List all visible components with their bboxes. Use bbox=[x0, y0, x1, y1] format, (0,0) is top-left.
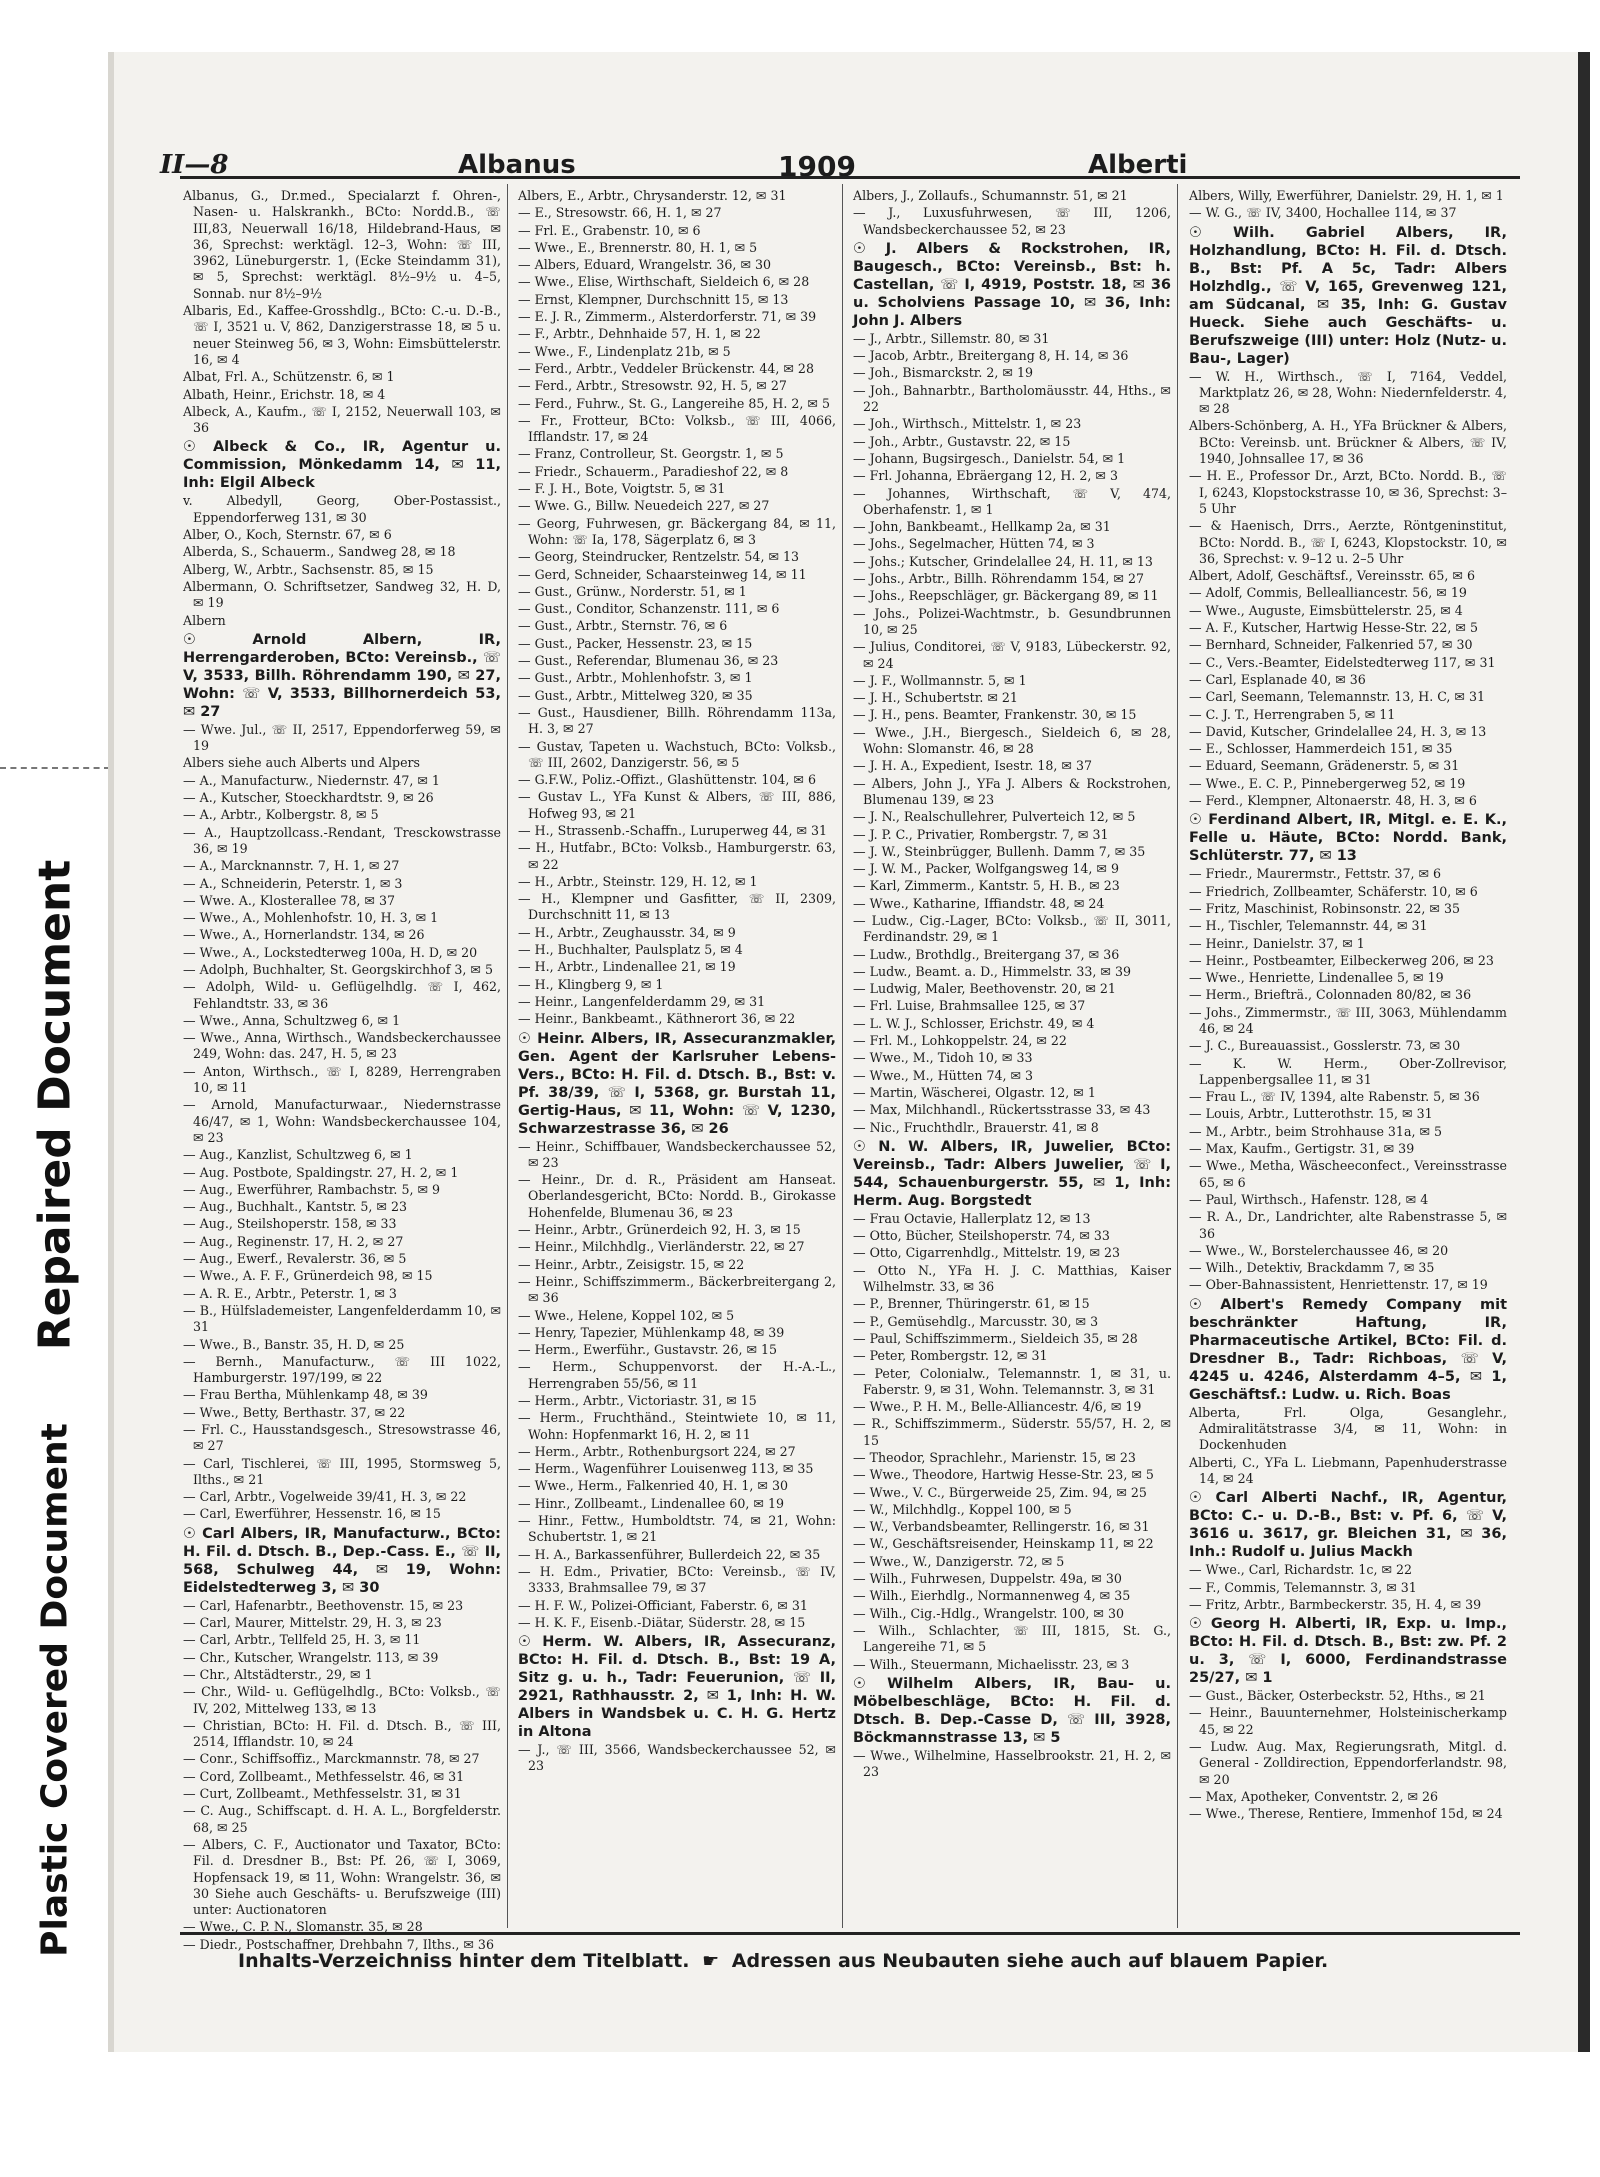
directory-entry: — Gust., Conditor, Schanzenstr. 111, ✉ 6 bbox=[518, 601, 780, 617]
directory-entry: — Carl, Tischlerei, ☏ III, 1995, Stormsweg 5, Ilths., ✉ 21 bbox=[183, 1455, 501, 1487]
directory-entry: — Wwe., J.H., Biergesch., Sieldeich 6, ✉ 28, Wohn: Slomanstr. 46, ✉ 28 bbox=[853, 724, 1171, 757]
directory-entry: — C. J. T., Herrengraben 5, ✉ 11 bbox=[1189, 706, 1396, 722]
directory-entry: — Wwe., Elise, Wirthschaft, Sieldeich 6, ✉ 28 bbox=[518, 274, 810, 290]
directory-entry: — Peter, Colonialw., Telemannstr. 1, ✉ 31, u. Faberstr. 9, ✉ 31, Wohn. Telemannstr. 3, ✉ 31 bbox=[853, 1365, 1171, 1397]
directory-entry: v. Albedyll, Georg, Ober-Postassist., Eppendorferweg 131, ✉ 30 bbox=[183, 493, 501, 525]
directory-entry: — B., Hülfslademeister, Langenfelderdamm 10, ✉ 31 bbox=[183, 1302, 501, 1335]
directory-entry: Albers siehe auch Alberts und Alpers bbox=[183, 755, 421, 771]
directory-entry: Albern bbox=[183, 612, 226, 628]
directory-entry: — Frl. Luise, Brahmsallee 125, ✉ 37 bbox=[853, 998, 1086, 1014]
directory-entry: — Gust., Packer, Hessenstr. 23, ✉ 15 bbox=[518, 635, 753, 651]
directory-entry: — A., Kutscher, Stoeckhardtstr. 9, ✉ 26 bbox=[183, 790, 434, 806]
firm-entry: ☉ Georg H. Alberti, IR, Exp. u. Imp., BCto: H. Fil. d. Dtsch. B., Bst: zw. Pf. 2 u. 3, ☏ I, 6000, Ferdinandstrasse 25/27, ✉ 1 bbox=[1189, 1616, 1507, 1687]
directory-entry: — Ernst, Klempner, Durchschnitt 15, ✉ 13 bbox=[518, 291, 789, 307]
directory-entry: — Wilh., Eierhdlg., Normannenweg 4, ✉ 35 bbox=[853, 1588, 1131, 1604]
page-edge bbox=[1578, 52, 1590, 2052]
directory-entry: — J. H., Schubertstr. ✉ 21 bbox=[853, 690, 1018, 706]
firm-entry: ☉ Arnold Albern, IR, Herrengarderoben, BCto: Vereinsb., ☏ V, 3533, Billh. Röhrendamm 190, ✉ 27, Wohn: ☏ V, 3533, Billhornerdeich 53, ✉ 27 bbox=[183, 631, 501, 720]
directory-entry: — Heinr., Milchhdlg., Vierländerstr. 22, ✉ 27 bbox=[518, 1239, 805, 1255]
directory-entry: — Otto, Bücher, Steilshoperstr. 74, ✉ 33 bbox=[853, 1228, 1110, 1244]
directory-entry: — Wwe., Auguste, Eimsbüttelerstr. 25, ✉ 4 bbox=[1189, 602, 1463, 618]
directory-entry: — Albers, Eduard, Wrangelstr. 36, ✉ 30 bbox=[518, 257, 772, 273]
directory-entry: Albath, Heinr., Erichstr. 18, ✉ 4 bbox=[183, 386, 386, 402]
directory-entry: — Diedr., Postschaffner, Drehbahn 7, Ilths., ✉ 36 bbox=[183, 1936, 494, 1952]
directory-entry: — Herm., Wagenführer Louisenweg 113, ✉ 35 bbox=[518, 1461, 814, 1477]
directory-entry: — Carl, Maurer, Mittelstr. 29, H. 3, ✉ 23 bbox=[183, 1615, 442, 1631]
directory-entry: Albermann, O. Schriftsetzer, Sandweg 32, H. D, ✉ 19 bbox=[183, 578, 501, 611]
firm-entry: ☉ Carl Alberti Nachf., IR, Agentur, BCto: C.- u. D.-B., Bst: v. Pf. 6, ☏ V, 3616 u. 3617, gr. Bleichen 31, ✉ 36, Inh.: Rudolf u. Julius Mackh bbox=[1189, 1490, 1507, 1561]
directory-entry: — Julius, Conditorei, ☏ V, 9183, Lübeckerstr. 92, ✉ 24 bbox=[853, 639, 1171, 671]
directory-entry: — J. C., Bureauassist., Gosslerstr. 73, ✉ 30 bbox=[1189, 1038, 1461, 1054]
directory-entry: — J. N., Realschullehrer, Pulverteich 12, ✉ 5 bbox=[853, 809, 1136, 825]
directory-entry: — J. P. C., Privatier, Rombergstr. 7, ✉ 31 bbox=[853, 826, 1109, 842]
firm-entry: ☉ Wilh. Gabriel Albers, IR, Holzhandlung, BCto: H. Fil. d. Dtsch. B., Bst: Pf. A 5c, Tadr: Albers Holzhdlg., ☏ V, 165, Grevenweg 121, am Südcanal, ✉ 35, Inh: G. Gustav Hueck. Siehe auch Geschäfts- u. Berufszweige (III) unter: Holz (Nutz- u. Bau-, Lager) bbox=[1189, 224, 1507, 367]
firm-entry: ☉ Heinr. Albers, IR, Assecuranzmakler, Gen. Agent der Karlsruher Lebens-Vers., BCto: H. Fil. d. Dtsch. B., Bst: v. Pf. 38/39, ☏ I, 5368, gr. Burstah 11, Gertig-Haus, ✉ 11, Wohn: ☏ V, 1230, Schwarzestrasse 36, ✉ 26 bbox=[518, 1030, 836, 1137]
footer-new-addresses-note: Adressen aus Neubauten siehe auch auf blauem Papier. bbox=[731, 1950, 1329, 1972]
directory-entry: — J. W. M., Packer, Wolfgangsweg 14, ✉ 9 bbox=[853, 861, 1119, 877]
firm-entry: ☉ N. W. Albers, IR, Juwelier, BCto: Vereinsb., Tadr: Albers Juwelier, ☏ I, 544, Schauenburgerstr. 55, ✉ 1, Inh: Herm. Aug. Borgstedt bbox=[853, 1138, 1171, 1209]
directory-entry: — Heinr., Arbtr., Zeisigstr. 15, ✉ 22 bbox=[518, 1256, 745, 1272]
directory-entry: — Bernh., Manufacturw., ☏ III 1022, Hamburgerstr. 197/199, ✉ 22 bbox=[183, 1353, 501, 1386]
directory-entry: — Paul, Schiffszimmerm., Sieldeich 35, ✉ 28 bbox=[853, 1330, 1138, 1346]
directory-entry: — Friedrich, Zollbeamter, Schäferstr. 10, ✉ 6 bbox=[1189, 883, 1478, 899]
directory-entry: Alber, O., Koch, Sternstr. 67, ✉ 6 bbox=[183, 527, 392, 543]
sidebar-divider bbox=[0, 767, 110, 769]
directory-entry: — E., Schlosser, Hammerdeich 151, ✉ 35 bbox=[1189, 741, 1453, 757]
directory-entry: — Wwe., Henriette, Lindenallee 5, ✉ 19 bbox=[1189, 970, 1444, 986]
directory-entry: — Aug., Buchhalt., Kantstr. 5, ✉ 23 bbox=[183, 1199, 407, 1215]
directory-entry: — H., Tischler, Telemannstr. 44, ✉ 31 bbox=[1189, 918, 1428, 934]
directory-entry: — H., Strassenb.-Schaffn., Luruperweg 44, ✉ 31 bbox=[518, 822, 828, 838]
directory-entry: — Ludw., Beamt. a. D., Himmelstr. 33, ✉ 39 bbox=[853, 963, 1131, 979]
directory-entry: — Wwe. G., Billw. Neuedeich 227, ✉ 27 bbox=[518, 498, 770, 514]
page-shadow bbox=[108, 52, 114, 2052]
directory-entry: — J., ☏ III, 3566, Wandsbeckerchaussee 52, ✉ 23 bbox=[518, 1742, 836, 1774]
directory-entry: — Paul, Wirthsch., Hafenstr. 128, ✉ 4 bbox=[1189, 1191, 1429, 1207]
column-rule bbox=[842, 184, 843, 1928]
repaired-document-label: Repaired Document bbox=[29, 859, 81, 1351]
directory-entry: — Carl, Hafenarbtr., Beethovenstr. 15, ✉ 23 bbox=[183, 1597, 464, 1613]
directory-entry: — Wwe., M., Tidoh 10, ✉ 33 bbox=[853, 1050, 1033, 1066]
directory-entry: — Wwe., Therese, Rentiere, Immenhof 15d, ✉ 24 bbox=[1189, 1806, 1503, 1822]
directory-entry: — Herm., Schuppenvorst. der H.-A.-L., Herrengraben 55/56, ✉ 11 bbox=[518, 1359, 836, 1391]
directory-entry: — Gerd, Schneider, Schaarsteinweg 14, ✉ 11 bbox=[518, 566, 807, 582]
directory-entry: — Karl, Zimmerm., Kantstr. 5, H. B., ✉ 23 bbox=[853, 878, 1120, 894]
page-number: II—8 bbox=[160, 150, 229, 180]
directory-entry: — Adolf, Commis, Bellealliancestr. 56, ✉ 19 bbox=[1189, 585, 1467, 601]
directory-entry: — Hinr., Zollbeamt., Lindenallee 60, ✉ 19 bbox=[518, 1495, 784, 1511]
footer-rule bbox=[180, 1932, 1520, 1935]
column-rule bbox=[507, 184, 508, 1928]
directory-entry: — Gustav L., YFa Kunst & Albers, ☏ III, 886, Hofweg 93, ✉ 21 bbox=[518, 789, 836, 821]
directory-entry: — Wwe., Katharine, Iffiandstr. 48, ✉ 24 bbox=[853, 895, 1105, 911]
directory-entry: — Wwe., B., Banstr. 35, H. D, ✉ 25 bbox=[183, 1336, 405, 1352]
column-rule bbox=[1177, 184, 1178, 1928]
directory-entry: — Frl. Johanna, Ebräergang 12, H. 2, ✉ 3 bbox=[853, 468, 1118, 484]
directory-entry: — Eduard, Seemann, Grädenerstr. 5, ✉ 31 bbox=[1189, 758, 1460, 774]
directory-entry: — Friedr., Schauerm., Paradieshof 22, ✉ 8 bbox=[518, 463, 789, 479]
directory-entry: — Wwe., Herm., Falkenried 40, H. 1, ✉ 30 bbox=[518, 1478, 788, 1494]
firm-entry: ☉ J. Albers & Rockstrohen, IR, Baugesch., BCto: Vereinsb., Bst: h. Castellan, ☏ I, 4919, Poststr. 18, ✉ 36 u. Scholviens Passage 10, ✉ 36, Inh: John J. Albers bbox=[853, 240, 1171, 329]
directory-entry: — Wwe. A., Klosterallee 78, ✉ 37 bbox=[183, 892, 395, 908]
directory-entry: — Johann, Bugsirgesch., Danielstr. 54, ✉ 1 bbox=[853, 450, 1126, 466]
directory-entry: — Heinr., Schiffbauer, Wandsbeckerchaussee 52, ✉ 23 bbox=[518, 1138, 836, 1170]
directory-entry: — Heinr., Bankbeamt., Käthnerort 36, ✉ 22 bbox=[518, 1011, 796, 1027]
directory-entry: — Ferd., Arbtr., Veddeler Brückenstr. 44, ✉ 28 bbox=[518, 360, 814, 376]
directory-entry: — J. W., Steinbrügger, Bullenh. Damm 7, ✉ 35 bbox=[853, 843, 1146, 859]
firm-entry: ☉ Carl Albers, IR, Manufacturw., BCto: H. Fil. d. Dtsch. B., Dep.-Cass. E., ☏ II, 568, Schulweg 44, ✉ 19, Wohn: Eidelstedterweg 3, ✉ 30 bbox=[183, 1525, 501, 1596]
directory-entry: — Aug., Kanzlist, Schultzweg 6, ✉ 1 bbox=[183, 1147, 413, 1163]
directory-entry: — Martin, Wäscherei, Olgastr. 12, ✉ 1 bbox=[853, 1084, 1096, 1100]
directory-entry: — G.F.W., Poliz.-Offizt., Glashüttenstr. 104, ✉ 6 bbox=[518, 772, 816, 788]
directory-entry: — Wwe., E. C. P., Pinnebergerweg 52, ✉ 19 bbox=[1189, 775, 1466, 791]
directory-entry: — Ludw. Aug. Max, Regierungsrath, Mitgl. d. General - Zolldirection, Eppendorferlandstr. 98, ✉ 20 bbox=[1189, 1739, 1507, 1787]
directory-entry: — Herm., Arbtr., Rothenburgsort 224, ✉ 27 bbox=[518, 1443, 796, 1459]
directory-entry: — Wwe., A., Lockstedterweg 100a, H. D, ✉ 20 bbox=[183, 944, 478, 960]
directory-entry: Alberda, S., Schauerm., Sandweg 28, ✉ 18 bbox=[183, 544, 456, 560]
directory-entry: — Adolph, Wild- u. Geflügelhdlg. ☏ I, 462, Fehlandtstr. 33, ✉ 36 bbox=[183, 979, 501, 1011]
directory-entry: — Aug., Ewerführer, Rambachstr. 5, ✉ 9 bbox=[183, 1181, 441, 1197]
directory-page bbox=[108, 52, 1578, 2052]
header-year: 1909 bbox=[778, 150, 856, 183]
directory-entry: — Bernhard, Schneider, Falkenried 57, ✉ 30 bbox=[1189, 637, 1473, 653]
directory-entry: — Aug., Ewerf., Revalerstr. 36, ✉ 5 bbox=[183, 1251, 407, 1267]
directory-entry: — John, Bankbeamt., Hellkamp 2a, ✉ 31 bbox=[853, 519, 1111, 535]
directory-entry: — Heinr., Postbeamter, Eilbeckerweg 206, ✉ 23 bbox=[1189, 952, 1494, 968]
directory-entry: — Christian, BCto: H. Fil. d. Dtsch. B., ☏ III, 2514, Ifflandstr. 10, ✉ 24 bbox=[183, 1717, 501, 1750]
directory-entry: — L. W. J., Schlosser, Erichstr. 49, ✉ 4 bbox=[853, 1015, 1095, 1031]
directory-entry: — Albers, John J., YFa J. Albers & Rockstrohen, Blumenau 139, ✉ 23 bbox=[853, 775, 1171, 807]
directory-entry: Albers, Willy, Ewerführer, Danielstr. 29, H. 1, ✉ 1 bbox=[1189, 188, 1504, 203]
directory-entry: Albat, Frl. A., Schützenstr. 6, ✉ 1 bbox=[183, 369, 395, 385]
directory-entry: — Ferd., Klempner, Altonaerstr. 48, H. 3, ✉ 6 bbox=[1189, 793, 1477, 809]
directory-entry: — W. H., Wirthsch., ☏ I, 7164, Veddel, Marktplatz 26, ✉ 28, Wohn: Niedernfelderstr. 4, ✉ 28 bbox=[1189, 368, 1507, 417]
directory-entry: — Carl, Arbtr., Tellfeld 25, H. 3, ✉ 11 bbox=[183, 1632, 421, 1648]
directory-entry: — Arnold, Manufacturwaar., Niedernstrasse 46/47, ✉ 1, Wohn: Wandsbeckerchaussee 104, ✉ 23 bbox=[183, 1097, 501, 1145]
directory-entry: — Heinr., Bauunternehmer, Holsteinischerkamp 45, ✉ 22 bbox=[1189, 1705, 1507, 1737]
directory-entry: — A. F., Kutscher, Hartwig Hesse-Str. 22, ✉ 5 bbox=[1189, 620, 1478, 636]
directory-entry: — Ober-Bahnassistent, Henriettenstr. 17, ✉ 19 bbox=[1189, 1277, 1488, 1293]
directory-entry: — Wwe., Anna, Schultzweg 6, ✉ 1 bbox=[183, 1012, 401, 1028]
directory-entry: — Gust., Arbtr., Sternstr. 76, ✉ 6 bbox=[518, 618, 728, 634]
directory-entry: — Frau Bertha, Mühlenkamp 48, ✉ 39 bbox=[183, 1387, 428, 1403]
directory-column-2 bbox=[518, 188, 836, 1926]
directory-entry: — Max, Apotheker, Conventstr. 2, ✉ 26 bbox=[1189, 1788, 1439, 1804]
directory-entry: — Anton, Wirthsch., ☏ I, 8289, Herrengraben 10, ✉ 11 bbox=[183, 1063, 501, 1096]
directory-entry: — H., Arbtr., Steinstr. 129, H. 12, ✉ 1 bbox=[518, 873, 758, 889]
directory-entry: Albaris, Ed., Kaffee-Grosshdlg., BCto: C.-u. D.-B., ☏ I, 3521 u. V, 862, Danzigerstrasse 18, ✉ 5 u. neuer Steinweg 56, ✉ 3, Wohn: Eimsbüttelerstr. 16, ✉ 4 bbox=[183, 303, 501, 367]
directory-entry: — Friedr., Maurermstr., Fettstr. 37, ✉ 6 bbox=[1189, 866, 1442, 882]
directory-entry: — H., Arbtr., Zeughausstr. 34, ✉ 9 bbox=[518, 924, 736, 940]
directory-entry: Alberta, Frl. Olga, Gesanglehr., Admiralitätstrasse 3/4, ✉ 11, Wohn: in Dockenhuden bbox=[1189, 1404, 1507, 1453]
directory-entry: — Herm., Fruchthänd., Steintwiete 10, ✉ 11, Wohn: Hopfenmarkt 16, H. 2, ✉ 11 bbox=[518, 1410, 836, 1442]
directory-entry: — Wwe., Wilhelmine, Hasselbrookstr. 21, H. 2, ✉ 23 bbox=[853, 1747, 1171, 1780]
directory-entry: — Fritz, Arbtr., Barmbeckerstr. 35, H. 4, ✉ 39 bbox=[1189, 1596, 1482, 1612]
directory-entry: — Gust., Grünw., Norderstr. 51, ✉ 1 bbox=[518, 583, 747, 599]
directory-entry: — Johs., Arbtr., Billh. Röhrendamm 154, ✉ 27 bbox=[853, 571, 1144, 587]
directory-entry: — Ludw., Cig.-Lager, BCto: Volksb., ☏ II, 3011, Ferdinandstr. 29, ✉ 1 bbox=[853, 912, 1171, 945]
directory-entry: — A., Schneiderin, Peterstr. 1, ✉ 3 bbox=[183, 875, 403, 891]
directory-entry: — Ferd., Arbtr., Stresowstr. 92, H. 5, ✉ 27 bbox=[518, 378, 787, 394]
firm-entry: ☉ Albeck & Co., IR, Agentur u. Commission, Mönkedamm 14, ✉ 11, Inh: Elgil Albeck bbox=[183, 439, 501, 492]
directory-entry: — H., Hutfabr., BCto: Volksb., Hamburgerstr. 63, ✉ 22 bbox=[518, 840, 836, 872]
header-rule bbox=[180, 176, 1520, 179]
directory-entry: — A., Manufacturw., Niedernstr. 47, ✉ 1 bbox=[183, 772, 440, 788]
firm-entry: ☉ Ferdinand Albert, IR, Mitgl. e. E. K., Felle u. Häute, BCto: Nordd. Bank, Schlüterstr. 77, ✉ 13 bbox=[1189, 812, 1507, 865]
directory-entry: — H. K. F., Eisenb.-Diätar, Süderstr. 28, ✉ 15 bbox=[518, 1614, 806, 1630]
directory-entry: — H., Buchhalter, Paulsplatz 5, ✉ 4 bbox=[518, 942, 743, 958]
directory-entry: — Wwe., A. F. F., Grünerdeich 98, ✉ 15 bbox=[183, 1268, 433, 1284]
directory-entry: — Curt, Zollbeamt., Methfesselstr. 31, ✉ 31 bbox=[183, 1786, 462, 1802]
directory-entry: — Johs., Segelmacher, Hütten 74, ✉ 3 bbox=[853, 536, 1095, 552]
directory-entry: Albanus, G., Dr.med., Specialarzt f. Ohren-, Nasen- u. Halskrankh., BCto: Nordd.B., ☏ III,83, Neuerwall 16/18, Hildebrand-Haus, ✉ 36, Sprechst: werktägl. 12–3, Wohn: ☏ III, 3962, Lüneburgerstr. 1, (Ecke Steindamm 31), ✉ 5, Sprechst: werktägl. 8½–9½ u. 4–5, Sonnab. nur 8½–9½ bbox=[183, 188, 501, 301]
directory-entry: — Herm., Briefträ., Colonnaden 80/82, ✉ 36 bbox=[1189, 987, 1472, 1003]
directory-entry: — Aug. Postbote, Spaldingstr. 27, H. 2, ✉ 1 bbox=[183, 1164, 459, 1180]
directory-entry: — Frl. C., Hausstandsgesch., Stresowstrasse 46, ✉ 27 bbox=[183, 1422, 501, 1454]
directory-entry: — Wilh., Steuermann, Michaelisstr. 23, ✉ 3 bbox=[853, 1656, 1130, 1672]
directory-entry: — Heinr., Schiffszimmerm., Bäckerbreitergang 2, ✉ 36 bbox=[518, 1273, 836, 1306]
directory-entry: — H. F. W., Polizei-Officiant, Faberstr. 6, ✉ 31 bbox=[518, 1597, 808, 1613]
directory-entry: — Wilh., Schlachter, ☏ III, 1815, St. G., Langereihe 71, ✉ 5 bbox=[853, 1622, 1171, 1655]
directory-entry: — Adolph, Buchhalter, St. Georgskirchhof 3, ✉ 5 bbox=[183, 961, 493, 977]
directory-entry: — Wwe., A., Mohlenhofstr. 10, H. 3, ✉ 1 bbox=[183, 910, 439, 926]
directory-entry: Albeck, A., Kaufm., ☏ I, 2152, Neuerwall 103, ✉ 36 bbox=[183, 403, 501, 436]
directory-entry: — F., Commis, Telemannstr. 3, ✉ 31 bbox=[1189, 1579, 1417, 1595]
directory-entry: — W., Geschäftsreisender, Heinskamp 11, ✉ 22 bbox=[853, 1536, 1154, 1552]
directory-column-1 bbox=[183, 188, 501, 1952]
directory-entry: — Wilh., Fuhrwesen, Duppelstr. 49a, ✉ 30 bbox=[853, 1571, 1122, 1587]
directory-entry: — F., Arbtr., Dehnhaide 57, H. 1, ✉ 22 bbox=[518, 326, 761, 342]
directory-entry: — M., Arbtr., beim Strohhause 31a, ✉ 5 bbox=[1189, 1123, 1443, 1139]
directory-entry: — Wwe., C. P. N., Slomanstr. 35, ✉ 28 bbox=[183, 1919, 423, 1935]
directory-entry: Albers, J., Zollaufs., Schumannstr. 51, ✉ 21 bbox=[853, 188, 1128, 203]
header-right-keyword: Alberti bbox=[1088, 150, 1188, 180]
directory-entry: — Wwe., Carl, Richardstr. 1c, ✉ 22 bbox=[1189, 1562, 1413, 1578]
directory-entry: — Wwe., W., Danzigerstr. 72, ✉ 5 bbox=[853, 1553, 1065, 1569]
directory-entry: — Wwe., Betty, Berthastr. 37, ✉ 22 bbox=[183, 1404, 406, 1420]
directory-entry: — Hinr., Fettw., Humboldtstr. 74, ✉ 21, Wohn: Schubertstr. 1, ✉ 21 bbox=[518, 1513, 836, 1545]
directory-entry: — Jacob, Arbtr., Breitergang 8, H. 14, ✉ 36 bbox=[853, 348, 1129, 364]
directory-entry: — Wwe., F., Lindenplatz 21b, ✉ 5 bbox=[518, 343, 731, 359]
directory-entry: — H. Edm., Privatier, BCto: Vereinsb., ☏ IV, 3333, Brahmsallee 79, ✉ 37 bbox=[518, 1563, 836, 1596]
directory-entry: — Wwe. Jul., ☏ II, 2517, Eppendorferweg 59, ✉ 19 bbox=[183, 721, 501, 754]
directory-entry: — C., Vers.-Beamter, Eidelstedterweg 117, ✉ 31 bbox=[1189, 654, 1496, 670]
directory-entry: — Peter, Rombergstr. 12, ✉ 31 bbox=[853, 1348, 1048, 1364]
directory-column-4 bbox=[1189, 188, 1507, 1926]
directory-entry: — Max, Milchhandl., Rückertsstrasse 33, ✉ 43 bbox=[853, 1102, 1151, 1118]
directory-entry: — Frau Octavie, Hallerplatz 12, ✉ 13 bbox=[853, 1210, 1091, 1226]
directory-entry: — Aug., Reginenstr. 17, H. 2, ✉ 27 bbox=[183, 1233, 404, 1249]
directory-entry: — Frl. M., Lohkoppelstr. 24, ✉ 22 bbox=[853, 1033, 1067, 1049]
directory-entry: — Fr., Frotteur, BCto: Volksb., ☏ III, 4066, Ifflandstr. 17, ✉ 24 bbox=[518, 412, 836, 445]
directory-entry: — Cord, Zollbeamt., Methfesselstr. 46, ✉ 31 bbox=[183, 1768, 465, 1784]
directory-entry: — A., Hauptzollcass.-Rendant, Tresckowstrasse 36, ✉ 19 bbox=[183, 824, 501, 856]
directory-entry: — Frau L., ☏ IV, 1394, alte Rabenstr. 5, ✉ 36 bbox=[1189, 1089, 1480, 1105]
firm-entry: ☉ Herm. W. Albers, IR, Assecuranz, BCto: H. Fil. d. Dtsch. B., Bst: 19 A, Sitz g. u. h., Tadr: Feuerunion, ☏ II, 2921, Rathhausstr. 2, ✉ 1, Inh: H. W. Albers in Wandsbek u. C. H. G. Hertz in Altona bbox=[518, 1634, 836, 1741]
directory-entry: — Joh., Arbtr., Gustavstr. 22, ✉ 15 bbox=[853, 433, 1071, 449]
plastic-covered-document-label: Plastic Covered Document bbox=[34, 1423, 76, 1957]
pointing-hand-icon: ☛ bbox=[702, 1950, 720, 1972]
directory-entry: — W., Milchhdlg., Koppel 100, ✉ 5 bbox=[853, 1501, 1072, 1517]
directory-entry: — Johs., Zimmermstr., ☏ III, 3063, Mühlendamm 46, ✉ 24 bbox=[1189, 1004, 1507, 1036]
directory-entry: — Chr., Kutscher, Wrangelstr. 113, ✉ 39 bbox=[183, 1649, 439, 1665]
directory-entry: — Aug., Steilshoperstr. 158, ✉ 33 bbox=[183, 1216, 397, 1232]
directory-entry: — H. E., Professor Dr., Arzt, BCto. Nordd. B., ☏ I, 6243, Klopstockstrasse 10, ✉ 36, Sprechst: 3–5 Uhr bbox=[1189, 468, 1507, 516]
directory-entry: — Carl, Ewerführer, Hessenstr. 16, ✉ 15 bbox=[183, 1506, 441, 1522]
directory-entry: Albert, Adolf, Geschäftsf., Vereinsstr. 65, ✉ 6 bbox=[1189, 568, 1475, 584]
directory-entry: — Wwe., Anna, Wirthsch., Wandsbeckerchaussee 249, Wohn: das. 247, H. 5, ✉ 23 bbox=[183, 1030, 501, 1062]
directory-entry: — K. W. Herm., Ober-Zollrevisor, Lappenbergsallee 11, ✉ 31 bbox=[1189, 1055, 1507, 1087]
directory-entry: — Wwe., M., Hütten 74, ✉ 3 bbox=[853, 1067, 1034, 1083]
directory-entry: — Otto, Cigarrenhdlg., Mittelstr. 19, ✉ 23 bbox=[853, 1245, 1121, 1261]
directory-entry: — Frl. E., Grabenstr. 10, ✉ 6 bbox=[518, 222, 701, 238]
directory-entry: — P., Gemüsehdlg., Marcusstr. 30, ✉ 3 bbox=[853, 1313, 1099, 1329]
directory-entry: — J., Luxusfuhrwesen, ☏ III, 1206, Wandsbeckerchaussee 52, ✉ 23 bbox=[853, 205, 1171, 237]
header-left-keyword: Albanus bbox=[458, 150, 576, 180]
directory-entry: — Herm., Arbtr., Victoriastr. 31, ✉ 15 bbox=[518, 1393, 757, 1408]
directory-entry: — Johs.; Kutscher, Grindelallee 24, H. 11, ✉ 13 bbox=[853, 553, 1153, 569]
directory-entry: — Henry, Tapezier, Mühlenkamp 48, ✉ 39 bbox=[518, 1324, 785, 1340]
directory-entry: — Gust., Referendar, Blumenau 36, ✉ 23 bbox=[518, 653, 779, 669]
directory-entry: — H., Klingberg 9, ✉ 1 bbox=[518, 976, 664, 992]
directory-entry: — Wwe., A., Hornerlandstr. 134, ✉ 26 bbox=[183, 927, 425, 943]
directory-entry: — J. F., Wollmannstr. 5, ✉ 1 bbox=[853, 672, 1027, 688]
directory-entry: — P., Brenner, Thüringerstr. 61, ✉ 15 bbox=[853, 1296, 1090, 1312]
directory-entry: — Joh., Bismarckstr. 2, ✉ 19 bbox=[853, 365, 1034, 381]
directory-entry: — Wilh., Cig.-Hdlg., Wrangelstr. 100, ✉ 30 bbox=[853, 1605, 1124, 1621]
directory-entry: — Carl, Seemann, Telemannstr. 13, H. C, ✉ 31 bbox=[1189, 689, 1485, 705]
directory-entry: — Carl, Esplanade 40, ✉ 36 bbox=[1189, 671, 1366, 687]
directory-entry: — Chr., Altstädterstr., 29, ✉ 1 bbox=[183, 1666, 373, 1682]
directory-entry: — J. H., pens. Beamter, Frankenstr. 30, ✉ 15 bbox=[853, 707, 1137, 723]
directory-entry: — Nic., Fruchthdlr., Brauerstr. 41, ✉ 8 bbox=[853, 1119, 1099, 1135]
footer-index-note: Inhalts-Verzeichniss hinter dem Titelblatt. bbox=[238, 1950, 690, 1972]
directory-entry: Albers, E., Arbtr., Chrysanderstr. 12, ✉ 31 bbox=[518, 188, 787, 203]
directory-entry: — R., Schiffszimmerm., Süderstr. 55/57, H. 2, ✉ 15 bbox=[853, 1416, 1171, 1448]
directory-entry: — Gust., Arbtr., Mittelweg 320, ✉ 35 bbox=[518, 687, 753, 703]
left-sidebar bbox=[0, 0, 110, 2177]
directory-entry: Alberg, W., Arbtr., Sachsenstr. 85, ✉ 15 bbox=[183, 561, 434, 577]
directory-entry: — R. A., Dr., Landrichter, alte Rabenstrasse 5, ✉ 36 bbox=[1189, 1209, 1507, 1241]
directory-entry: — H. A., Barkassenführer, Bullerdeich 22, ✉ 35 bbox=[518, 1546, 821, 1562]
directory-entry: — Wwe., Metha, Wäscheeconfect., Vereinsstrasse 65, ✉ 6 bbox=[1189, 1158, 1507, 1190]
directory-entry: — Wwe., W., Borstelerchaussee 46, ✉ 20 bbox=[1189, 1242, 1449, 1258]
directory-entry: — Heinr., Dr. d. R., Präsident am Hanseat. Oberlandesgericht, BCto: Nordd. B., Girokasse Hohenfelde, Blumenau 36, ✉ 23 bbox=[518, 1172, 836, 1220]
directory-entry: — Wwe., P. H. M., Belle-Alliancestr. 4/6, ✉ 19 bbox=[853, 1399, 1142, 1415]
directory-entry: — A., Marcknannstr. 7, H. 1, ✉ 27 bbox=[183, 858, 400, 874]
directory-entry: — Chr., Wild- u. Geflügelhdlg., BCto: Volksb., ☏ IV, 202, Mittelweg 133, ✉ 13 bbox=[183, 1684, 501, 1716]
directory-entry: — Heinr., Langenfelderdamm 29, ✉ 31 bbox=[518, 993, 766, 1009]
directory-entry: — Georg, Fuhrwesen, gr. Bäckergang 84, ✉ 11, Wohn: ☏ Ia, 178, Sägerplatz 6, ✉ 3 bbox=[518, 515, 836, 547]
directory-entry: — Wilh., Detektiv, Brackdamm 7, ✉ 35 bbox=[1189, 1260, 1435, 1276]
directory-entry: — Conr., Schiffsoffiz., Marckmannstr. 78, ✉ 27 bbox=[183, 1751, 480, 1767]
directory-entry: — J., Arbtr., Sillemstr. 80, ✉ 31 bbox=[853, 330, 1050, 346]
directory-entry: — Georg, Steindrucker, Rentzelstr. 54, ✉ 13 bbox=[518, 549, 800, 565]
directory-entry: — Fritz, Maschinist, Robinsonstr. 22, ✉ 35 bbox=[1189, 900, 1461, 916]
directory-column-3 bbox=[853, 188, 1171, 1926]
directory-entry: — A., Arbtr., Kolbergstr. 8, ✉ 5 bbox=[183, 807, 379, 823]
directory-entry: — Theodor, Sprachlehr., Marienstr. 15, ✉ 23 bbox=[853, 1450, 1136, 1465]
directory-entry: — H., Klempner und Gasfitter, ☏ II, 2309, Durchschnitt 11, ✉ 13 bbox=[518, 891, 836, 923]
directory-entry: — Wwe., Helene, Koppel 102, ✉ 5 bbox=[518, 1307, 735, 1323]
directory-entry: — Gustav, Tapeten u. Wachstuch, BCto: Volksb., ☏ III, 2602, Danzigerstr. 56, ✉ 5 bbox=[518, 738, 836, 770]
directory-entry: — Carl, Arbtr., Vogelweide 39/41, H. 3, ✉ 22 bbox=[183, 1489, 467, 1505]
directory-entry: — A. R. E., Arbtr., Peterstr. 1, ✉ 3 bbox=[183, 1285, 397, 1301]
directory-entry: — Albers, C. F., Auctionator und Taxator, BCto: Fil. d. Dresdner B., Bst: Pf. 26, ☏ I, 3069, Hopfensack 19, ✉ 11, Wohn: Wrangelstr. 36, ✉ 30 Siehe auch Geschäfts- u. Berufszweige (III) unter: Auctionatoren bbox=[183, 1836, 501, 1918]
directory-entry: — Johs., Polizei-Wachtmstr., b. Gesundbrunnen 10, ✉ 25 bbox=[853, 605, 1171, 637]
directory-entry: — Johannes, Wirthschaft, ☏ V, 474, Oberhafenstr. 1, ✉ 1 bbox=[853, 485, 1171, 517]
directory-entry: — Johs., Reepschläger, gr. Bäckergang 89, ✉ 11 bbox=[853, 588, 1159, 604]
directory-entry: — Louis, Arbtr., Lutterothstr. 15, ✉ 31 bbox=[1189, 1106, 1433, 1122]
footer-note bbox=[238, 1950, 1478, 1972]
directory-entry: — E., Stresowstr. 66, H. 1, ✉ 27 bbox=[518, 205, 722, 221]
directory-entry: — J. H. A., Expedient, Isestr. 18, ✉ 37 bbox=[853, 758, 1092, 774]
directory-entry: — Herm., Ewerführ., Gustavstr. 26, ✉ 15 bbox=[518, 1342, 778, 1358]
directory-entry: — Heinr., Arbtr., Grünerdeich 92, H. 3, ✉ 15 bbox=[518, 1222, 801, 1238]
directory-entry: — Gust., Hausdiener, Billh. Röhrendamm 113a, H. 3, ✉ 27 bbox=[518, 704, 836, 737]
directory-entry: Alberti, C., YFa L. Liebmann, Papenhuderstrasse 14, ✉ 24 bbox=[1189, 1454, 1507, 1486]
directory-entry: — F. J. H., Bote, Voigtstr. 5, ✉ 31 bbox=[518, 481, 726, 497]
directory-entry: — Joh., Bahnarbtr., Bartholomäusstr. 44, Hths., ✉ 22 bbox=[853, 382, 1171, 415]
directory-entry: — Ludw., Brothdlg., Breitergang 37, ✉ 36 bbox=[853, 946, 1120, 962]
firm-entry: ☉ Wilhelm Albers, IR, Bau- u. Möbelbeschläge, BCto: H. Fil. d. Dtsch. B. Dep.-Casse D, ☏ III, 3928, Böckmannstrasse 13, ✉ 5 bbox=[853, 1675, 1171, 1746]
directory-entry: — Ludwig, Maler, Beethovenstr. 20, ✉ 21 bbox=[853, 981, 1116, 997]
directory-entry: — C. Aug., Schiffscapt. d. H. A. L., Borgfelderstr. 68, ✉ 25 bbox=[183, 1803, 501, 1835]
directory-entry: Albers-Schönberg, A. H., YFa Brückner & Albers, BCto: Vereinsb. unt. Brückner & Albers, ☏ IV, 1940, Johnsallee 17, ✉ 36 bbox=[1189, 418, 1507, 467]
directory-entry: — Heinr., Danielstr. 37, ✉ 1 bbox=[1189, 935, 1365, 951]
directory-entry: — W. G., ☏ IV, 3400, Hochallee 114, ✉ 37 bbox=[1189, 205, 1457, 221]
directory-entry: — Max, Kaufm., Gertigstr. 31, ✉ 39 bbox=[1189, 1141, 1415, 1157]
directory-entry: — David, Kutscher, Grindelallee 24, H. 3, ✉ 13 bbox=[1189, 723, 1487, 739]
directory-entry: — Otto N., YFa H. J. C. Matthias, Kaiser Wilhelmstr. 33, ✉ 36 bbox=[853, 1262, 1171, 1295]
directory-entry: — H., Arbtr., Lindenallee 21, ✉ 19 bbox=[518, 959, 736, 975]
directory-entry: — Gust., Bäcker, Osterbeckstr. 52, Hths., ✉ 21 bbox=[1189, 1688, 1486, 1704]
directory-entry: — Wwe., Theodore, Hartwig Hesse-Str. 23, ✉ 5 bbox=[853, 1467, 1154, 1483]
directory-entry: — Wwe., V. C., Bürgerweide 25, Zim. 94, ✉ 25 bbox=[853, 1484, 1147, 1500]
directory-entry: — Gust., Arbtr., Mohlenhofstr. 3, ✉ 1 bbox=[518, 670, 753, 686]
directory-entry: — E. J. R., Zimmerm., Alsterdorferstr. 71, ✉ 39 bbox=[518, 309, 817, 325]
directory-entry: — & Haenisch, Drrs., Aerzte, Röntgeninstitut, BCto: Nordd. B., ☏ I, 6243, Klopstockstr. 10, ✉ 36, Sprechst: v. 9–12 u. 2–5 Uhr bbox=[1189, 518, 1507, 566]
directory-entry: — W., Verbandsbeamter, Rellingerstr. 16, ✉ 31 bbox=[853, 1519, 1150, 1535]
firm-entry: ☉ Albert's Remedy Company mit beschränkter Haftung, IR, Pharmaceutische Artikel, BCto: Fil. d. Dresdner B., Tadr: Richboas, ☏ V, 4245 u. 4246, Alsterdamm 4–5, ✉ 1, Geschäftsf.: Ludw. u. Rich. Boas bbox=[1189, 1296, 1507, 1403]
directory-entry: — Wwe., E., Brennerstr. 80, H. 1, ✉ 5 bbox=[518, 239, 758, 255]
directory-entry: — Joh., Wirthsch., Mittelstr. 1, ✉ 23 bbox=[853, 416, 1082, 432]
directory-entry: — Franz, Controlleur, St. Georgstr. 1, ✉ 5 bbox=[518, 446, 784, 462]
directory-entry: — Ferd., Fuhrw., St. G., Langereihe 85, H. 2, ✉ 5 bbox=[518, 395, 830, 411]
